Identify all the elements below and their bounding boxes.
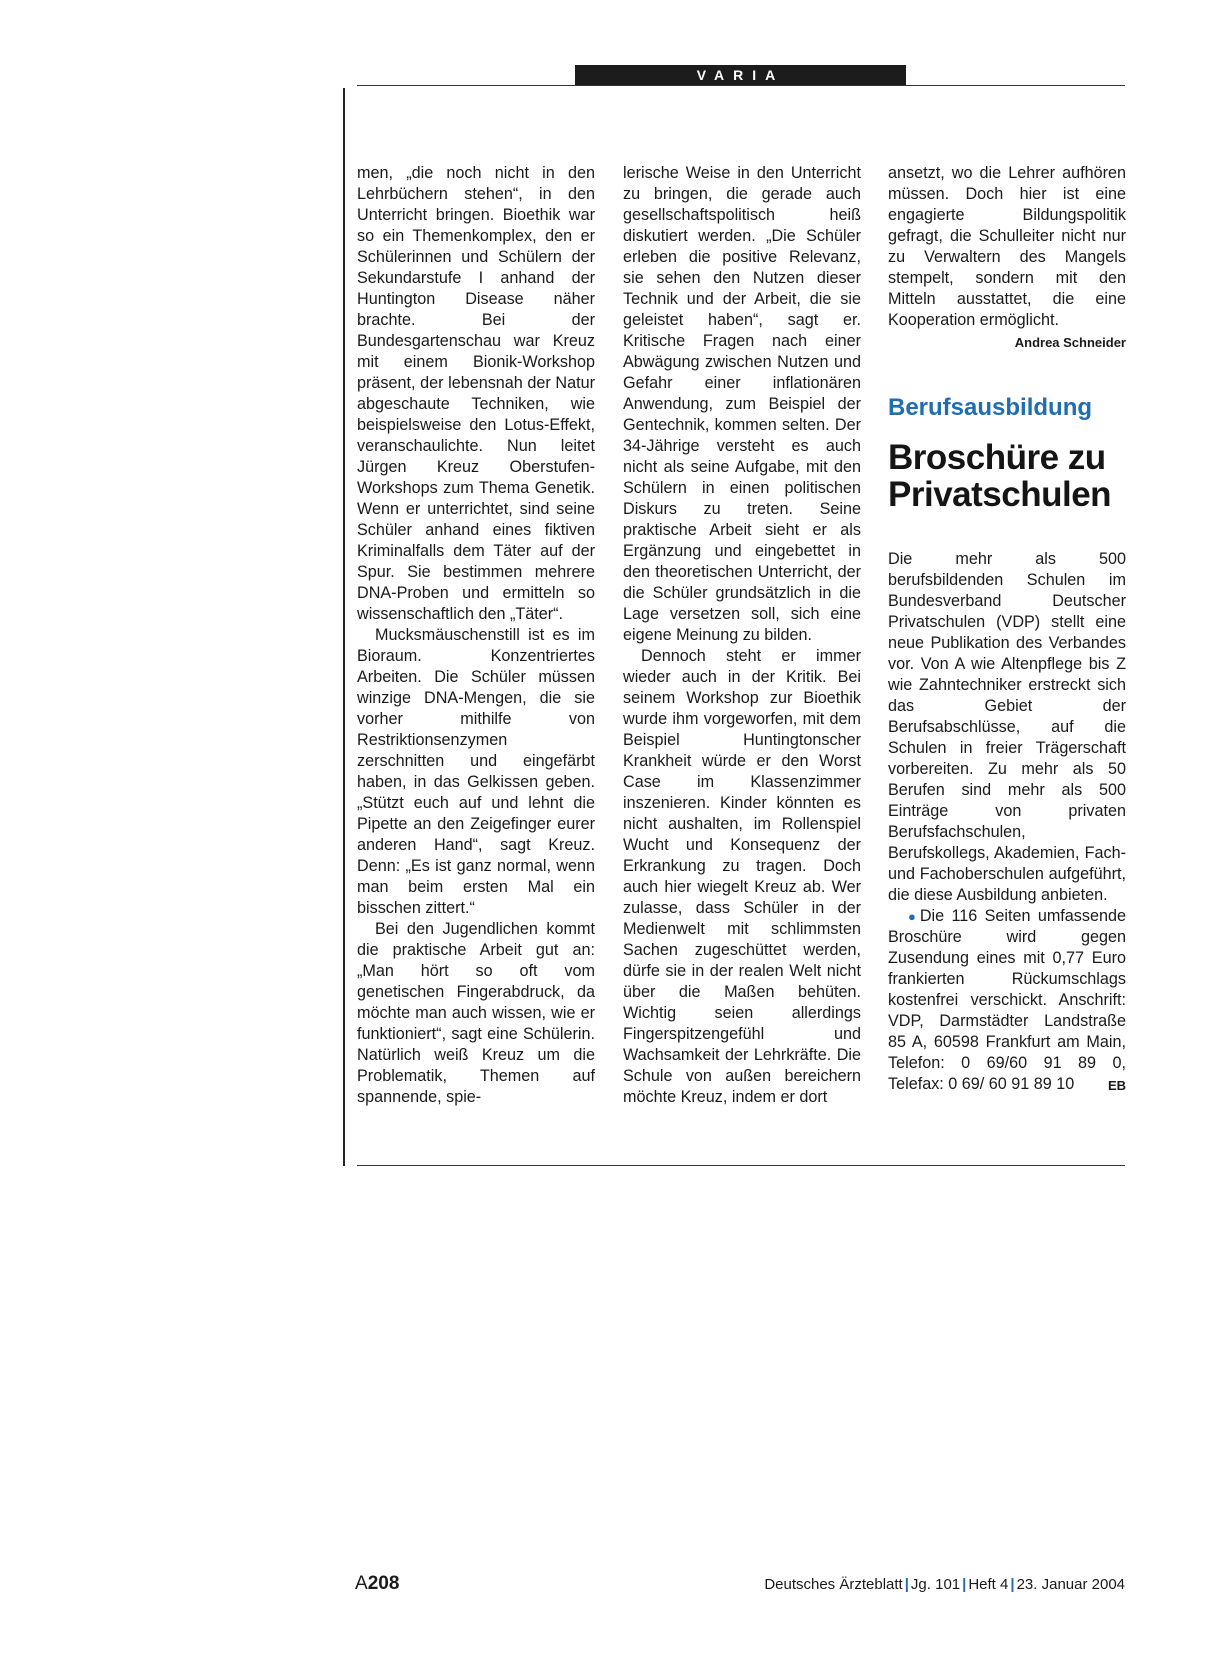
article-column-1 [357, 163, 595, 1108]
headline-line: Privatschulen [888, 475, 1112, 514]
bottom-rule [357, 1165, 1125, 1166]
author-signature: EB [1107, 1078, 1126, 1093]
section-header: VARIA [575, 65, 906, 85]
paragraph-text: ansetzt, wo die Lehrer aufhören müssen. Doch hier ist eine engagierte Bildungspolitik gefragt, die Schulleiter nicht nur zu Verwaltern des Mangels stempelt, sondern mit den Mitteln ausstattet, die eine Kooperation ermöglicht. [888, 164, 1126, 329]
article-kicker: Berufsausbildung [888, 394, 1093, 421]
bullet-icon: ● [908, 909, 916, 924]
article-column-3 [888, 163, 1126, 1096]
paragraph [888, 163, 1126, 350]
paragraph-text: Die 116 Seiten umfassende Broschüre wird gegen Zusendung eines mit 0,77 Euro frankierten Rückumschlags kostenfrei verschickt. Anschrift: VDP, Darmstädter Landstraße 85 A, 60598 Frankfurt am Main, Telefon: 0 69/60 91 89 0, Telefax: 0 69/ 60 91 89 10 [888, 907, 1126, 1093]
journal-name: Deutsches Ärzteblatt [764, 1576, 903, 1593]
headline-line: Broschüre zu [888, 438, 1106, 477]
journal-issue: Heft 4 [968, 1576, 1009, 1593]
separator: | [904, 1576, 909, 1593]
paragraph: lerische Weise in den Unterricht zu bringen, die gerade auch gesellschaftspolitisch heiß diskutiert werden. „Die Schüler erleben die positive Relevanz, sie sehen den Nutzen dieser Technik und der Arbeit, die sie geleistet haben“, sagt er. Kritische Fragen nach einer Abwägung zwischen Nutzen und Gefahr einer inflationären Anwendung, zum Beispiel der Gentechnik, kommen selten. Der 34-Jährige versteht es auch nicht als seine Aufgabe, mit den Schülern in einen politischen Diskurs zu treten. Seine praktische Arbeit sieht er als Ergänzung und eingebettet in den theoretischen Unterricht, der die Schüler grundsätzlich in die Lage versetzen soll, sich eine eigene Meinung zu bilden. [623, 164, 861, 644]
author-signature: Andrea Schneider [1014, 335, 1126, 350]
paragraph: Bei den Jugendlichen kommt die praktische Arbeit gut an: „Man hört so oft vom genetischen Fingerabdruck, da möchte man auch wissen, wie er funktioniert“, sagt eine Schülerin. Natürlich weiß Kreuz um die Problematik, Themen auf spannende, spie- [357, 920, 595, 1106]
page-number [355, 1573, 399, 1595]
separator: | [1010, 1576, 1015, 1593]
article-column-2 [623, 163, 861, 1108]
page-number-value: 208 [367, 1573, 400, 1594]
separator: | [962, 1576, 967, 1593]
paragraph: Die mehr als 500 berufsbildenden Schulen im Bundesverband Deutscher Privatschulen (VDP) stellt eine neue Publikation des Verbandes vor. Von A wie Altenpflege bis Z wie Zahntechniker erstreckt sich das Gebiet der Berufsabschlüsse, auf die Schulen in freier Trägerschaft vorbereiten. Zu mehr als 50 Berufen sind mehr als 500 Einträge von privaten Berufsfachschulen, Berufskollegs, Akademien, Fach- und Fachoberschulen aufgeführt, die diese Ausbildung anbieten. [888, 550, 1126, 904]
journal-date: 23. Januar 2004 [1016, 1576, 1125, 1593]
header-rule [357, 85, 1125, 86]
paragraph: men, „die noch nicht in den Lehrbüchern stehen“, in den Unterricht bringen. Bioethik war so ein Themenkomplex, den er Schülerinnen und Schülern der Sekundarstufe I anhand der Huntington Disease näher brachte. Bei der Bundesgartenschau war Kreuz mit einem Bionik-Workshop präsent, der lebensnah der Natur abgeschaute Techniken, wie beispielsweise den Lotus-Effekt, veranschaulichte. Nun leitet Jürgen Kreuz Oberstufen-Workshops zum Thema Genetik. Wenn er unterrichtet, sind seine Schüler anhand eines fiktiven Kriminalfalls dem Täter auf der Spur. Sie bestimmen mehrere DNA-Proben und ermitteln so wissenschaftlich den „Täter“. [357, 164, 595, 623]
journal-volume: Jg. 101 [910, 1576, 961, 1593]
page-prefix: A [355, 1573, 368, 1594]
paragraph [888, 906, 1126, 1095]
journal-citation [748, 1576, 1125, 1593]
article-headline [888, 439, 1126, 513]
vertical-rule [343, 88, 345, 1166]
paragraph: Dennoch steht er immer wieder auch in der Kritik. Bei seinem Workshop zur Bioethik wurde ihm vorgeworfen, mit dem Beispiel Huntingtonscher Krankheit würde er den Worst Case im Klassenzimmer inszenieren. Kinder könnten es nicht aushalten, im Rollenspiel Wucht und Konsequenz der Erkrankung zu tragen. Doch auch hier wiegelt Kreuz ab. Wer zulasse, dass Schüler in der Medienwelt mit schlimmsten Sachen zugeschüttet werden, dürfe sie in der realen Welt nicht über die Maßen behüten. Wichtig seien allerdings Fingerspitzengefühl und Wachsamkeit der Lehrkräfte. Die Schule von außen bereichern möchte Kreuz, indem er dort [623, 647, 861, 1106]
paragraph: Mucksmäuschenstill ist es im Bioraum. Konzentriertes Arbeiten. Die Schüler müssen winzige DNA-Mengen, die sie vorher mithilfe von Restriktionsenzymen zerschnitten und eingefärbt haben, in das Gelkissen geben. „Stützt euch auf und lehnt die Pipette an den Zeigefinger eurer anderen Hand“, sagt Kreuz. Denn: „Es ist ganz normal, wenn man beim ersten Mal ein bisschen zittert.“ [357, 626, 595, 917]
